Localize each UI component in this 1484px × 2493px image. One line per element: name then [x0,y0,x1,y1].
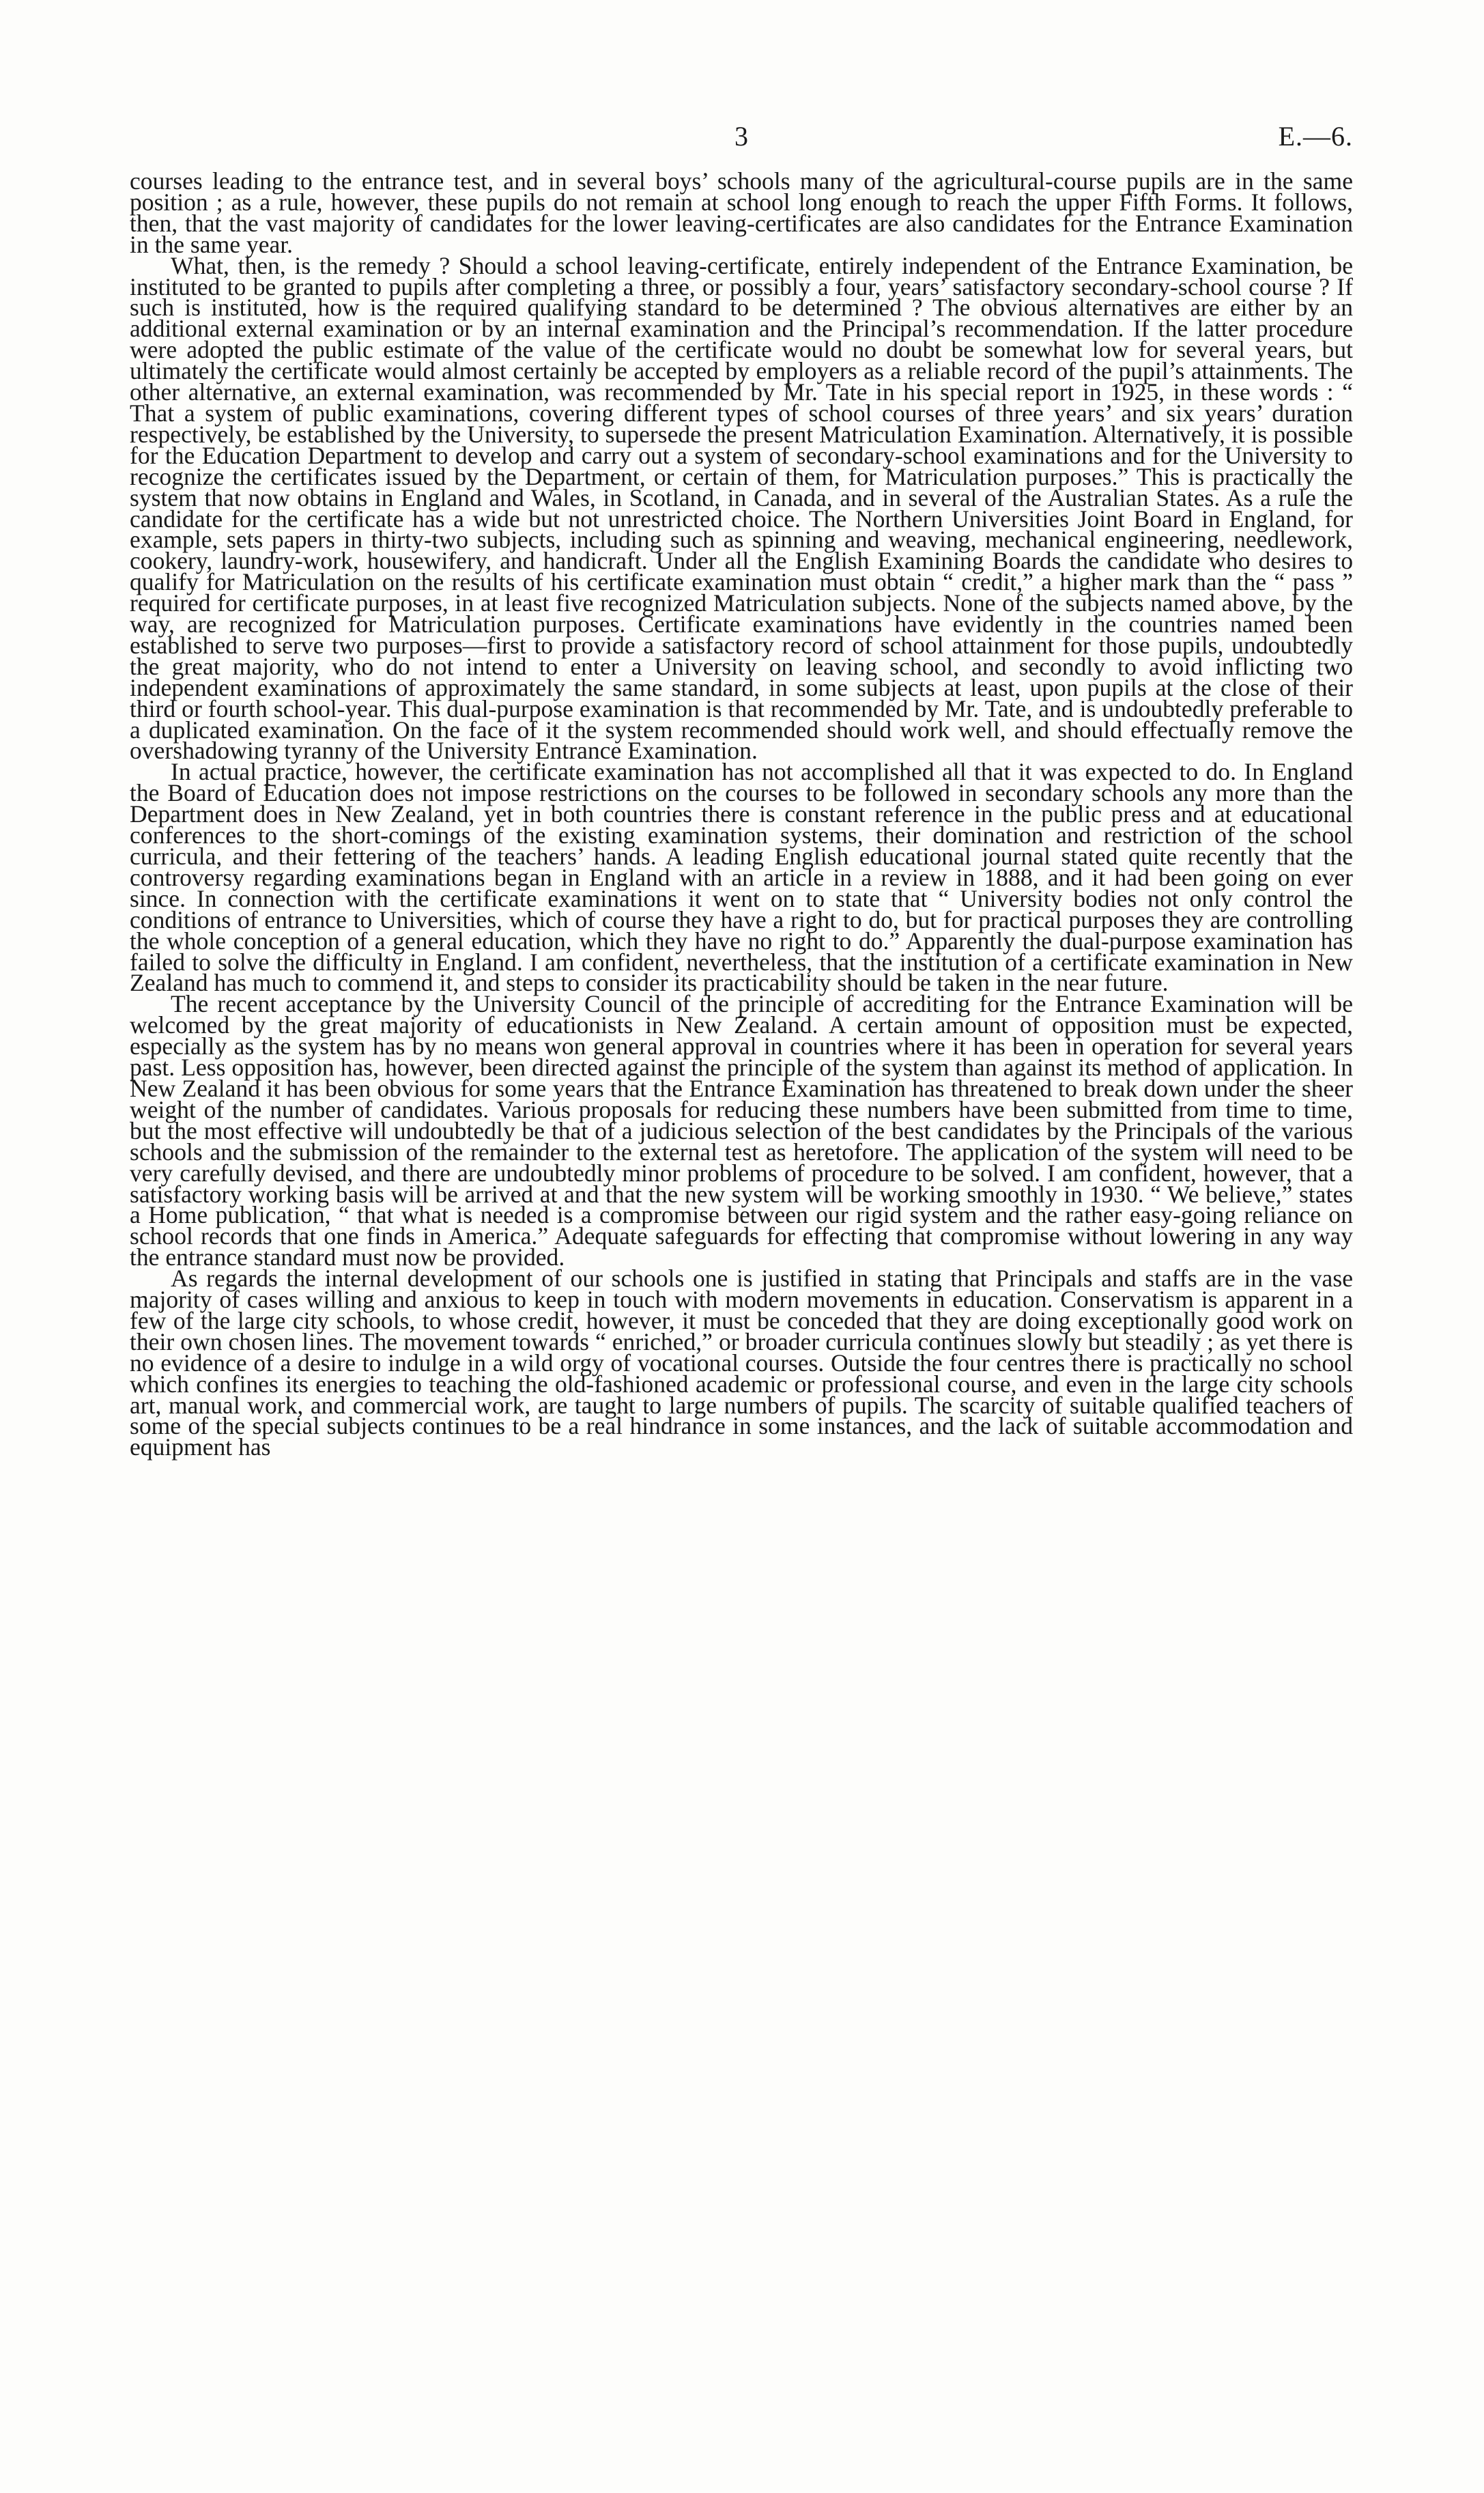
paragraph-internal-development: As regards the internal development of our schools one is justified in stating that Principals and staffs are in the vase majority of cases willing and anxious to keep in touch with modern movements in education. Conservatism is apparent in a few of the large city schools, to whose credit, however, it must be conceded that they are doing exceptionally good work on their own chosen lines. The movement towards “ enriched,” or broader curricula continues slowly but steadily ; as yet there is no evidence of a desire to indulge in a wild orgy of vocational courses. Outside the four centres there is practically no school which confines its energies to teaching the old-fashioned academic or professional course, and even in the large city schools art, manual work, and commercial work, are taught to large numbers of pupils. The scarcity of suitable qualified teachers of some of the special subjects continues to be a real hindrance in some instances, and the lack of suitable accommodation and equipment has [130,1265,1353,1461]
paragraph-continuation: courses leading to the entrance test, and in several boys’ schools many of the agricultural-course pupils are in the same position ; as a rule, however, these pupils do not remain at school long enough to reach the upper Fifth Forms. It follows, then, that the vast majority of candidates for the lower leaving-certificates are also candidates for the Entrance Examination in the same year. [130,167,1353,258]
body-text [130,167,1353,1461]
paragraph-remedy: What, then, is the remedy ? Should a school leaving-certificate, entirely independent of the Entrance Examination, be instituted to be granted to pupils after completing a three, or possibly a four, years’ satisfactory secondary-school course ? If such is instituted, how is the required qualifying standard to be determined ? The obvious alternatives are either by an additional external examination or by an internal examination and the Principal’s recommendation. If the latter procedure were adopted the public estimate of the value of the certificate would no doubt be somewhat low for several years, but ultimately the certificate would almost certainly be accepted by employers as a reliable record of the pupil’s attainments. The other alternative, an external examination, was recommended by Mr. Tate in his special report in 1925, in these words : “ That a system of public examinations, covering different types of school courses of three years’ and six years’ duration respectively, be established by the University, to supersede the present Matriculation Examination. Alternatively, it is possible for the Education Department to develop and carry out a system of secondary-school examinations and for the University to recognize the certificates issued by the Department, or certain of them, for Matriculation purposes.” This is practically the system that now obtains in England and Wales, in Scotland, in Canada, and in several of the Australian States. As a rule the candidate for the certificate has a wide but not unrestricted choice. The Northern Universities Joint Board in England, for example, sets papers in thirty-two subjects, including such as spinning and weaving, mechanical engineering, needlework, cookery, laundry-work, housewifery, and handicraft. Under all the English Examining Boards the candidate who desires to qualify for Matriculation on the results of his certificate examination must obtain “ credit,” a higher mark than the “ pass ” required for certificate purposes, in at least five recognized Matriculation subjects. None of the subjects named above, by the way, are recognized for Matriculation purposes. Certificate examinations have evidently in the countries named been established to serve two purposes—first to provide a satisfactory record of school attainment for those pupils, undoubtedly the great majority, who do not intend to enter a University on leaving school, and secondly to avoid inflicting two independent examinations of approximately the same standard, in some subjects at least, upon pupils at the close of their third or fourth school-year. This dual-purpose examination is that recommended by Mr. Tate, and is undoubtedly preferable to a duplicated examination. On the face of it the system recommended should work well, and should effectually remove the overshadowing tyranny of the University Entrance Examination. [130,251,1353,765]
paragraph-accrediting: The recent acceptance by the University Council of the principle of accrediting for the Entrance Examination will be welcomed by the great majority of educationists in New Zealand. A certain amount of opposition must be expected, especially as the system has by no means won general approval in countries where it has been in operation for several years past. Less opposition has, however, been directed against the principle of the system than against its method of application. In New Zealand it has been obvious for some years that the Entrance Examination has threatened to break down under the sheer weight of the number of candidates. Various proposals for reducing these numbers have been submitted from time to time, but the most effective will undoubtedly be that of a judicious selection of the best candidates by the Principals of the various schools and the submission of the remainder to the external test as heretofore. The application of the system will need to be very carefully devised, and there are undoubtedly minor problems of procedure to be solved. I am confident, however, that a satisfactory working basis will be arrived at and that the new system will be working smoothly in 1930. “ We believe,” states a Home publication, “ that what is needed is a compromise between our rigid system and the rather easy-going reliance on school records that one finds in America.” Adequate safeguards for effecting that compromise without lowering in any way the entrance standard must now be provided. [130,990,1353,1271]
paragraph-actual-practice: In actual practice, however, the certificate examination has not accomplished all that it was expected to do. In England the Board of Education does not impose restrictions on the courses to be followed in secondary schools any more than the Department does in New Zealand, yet in both countries there is constant reference in the public press and at educational conferences to the short-comings of the existing examination systems, their domination and restriction of the school curricula, and their fettering of the teachers’ hands. A leading English educational journal stated quite recently that the controversy regarding examinations began in England with an article in a review in 1888, and it had been going on ever since. In connection with the certificate examinations it went on to state that “ University bodies not only control the conditions of entrance to Universities, which of course they have a right to do, but for practical purposes they are controlling the whole conception of a general education, which they have no right to do.” Apparently the dual-purpose examination has failed to solve the difficulty in England. I am confident, nevertheless, that the institution of a certificate examination in New Zealand has much to commend it, and steps to consider its practicability should be taken in the near future. [130,758,1353,997]
page-header [130,119,1353,160]
page-number: 3 [734,121,748,152]
document-reference: E.—6. [1278,121,1353,152]
